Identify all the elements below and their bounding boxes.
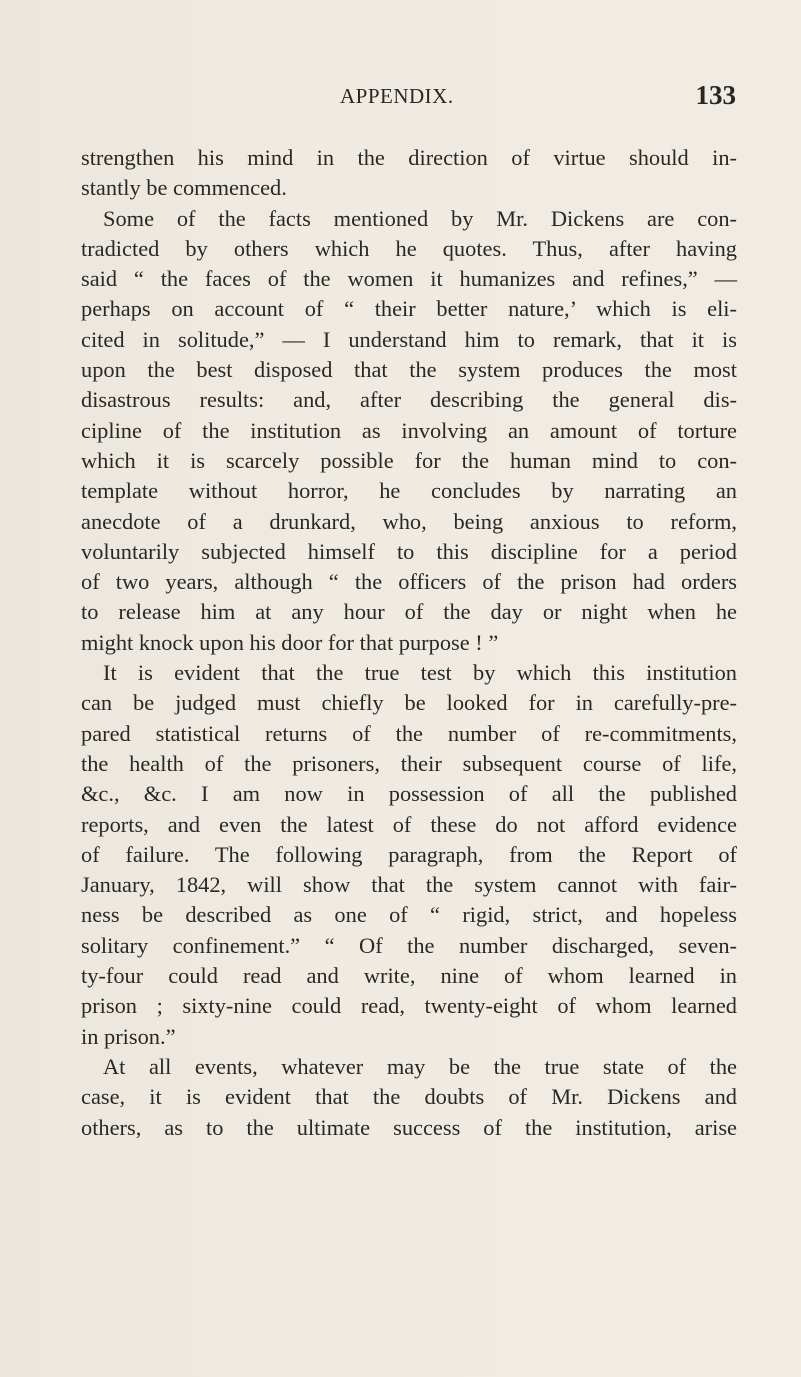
text-line: It is evident that the true test by which this institution [103,660,737,686]
text-line: others, as to the ultimate success of the institution, arise [81,1114,737,1140]
text-line: can be judged must chiefly be looked for in carefully-pre- [81,690,737,716]
text-line: prison ; sixty-nine could read, twenty-eight of whom learned [81,993,737,1019]
page-number: 133 [695,80,736,110]
text-line: cited in solitude,” — I understand him to remark, that it is [81,326,737,352]
text-line: ness be described as one of “ rigid, strict, and hopeless [81,902,737,928]
text-line: voluntarily subjected himself to this discipline for a period [81,538,737,564]
text-line: to release him at any hour of the day or night when he [81,599,737,625]
text-line: Some of the facts mentioned by Mr. Dickens are con- [103,205,737,231]
text-line: of two years, although “ the officers of the prison had orders [81,569,737,595]
text-line: the health of the prisoners, their subsequent course of life, [81,750,737,776]
text-line: cipline of the institution as involving an amount of torture [81,417,737,443]
text-line: said “ the faces of the women it humanizes and refines,” — [81,266,737,292]
text-line: stantly be commenced. [81,175,287,201]
text-line: At all events, whatever may be the true state of the [103,1053,737,1079]
text-line: of failure. The following paragraph, from the Report of [81,841,737,867]
text-line: &c., &c. I am now in possession of all the published [81,781,737,807]
text-line: pared statistical returns of the number of re-commitments, [81,720,737,746]
text-line: case, it is evident that the doubts of Mr. Dickens and [81,1084,737,1110]
text-line: might knock upon his door for that purpose ! ” [81,629,499,655]
text-line: January, 1842, will show that the system cannot with fair- [81,872,737,898]
text-line: reports, and even the latest of these do not afford evidence [81,811,737,837]
text-line: strengthen his mind in the direction of virtue should in- [81,145,737,170]
text-line: solitary confinement.” “ Of the number discharged, seven- [81,932,737,958]
text-line: perhaps on account of “ their better nature,’ which is eli- [81,296,737,322]
running-head: APPENDIX. [340,84,454,108]
text-line: tradicted by others which he quotes. Thus, after having [81,235,737,261]
page-header [80,80,736,120]
text-line: template without horror, he concludes by narrating an [81,478,737,504]
text-line: which it is scarcely possible for the human mind to con- [81,447,737,473]
text-line: upon the best disposed that the system produces the most [81,357,737,383]
text-line: anecdote of a drunkard, who, being anxious to reform, [81,508,737,534]
text-line: ty-four could read and write, nine of whom learned in [81,963,737,989]
text-line: disastrous results: and, after describing the general dis- [81,387,737,413]
text-line: in prison.” [81,1023,176,1049]
body-text [81,143,737,1143]
